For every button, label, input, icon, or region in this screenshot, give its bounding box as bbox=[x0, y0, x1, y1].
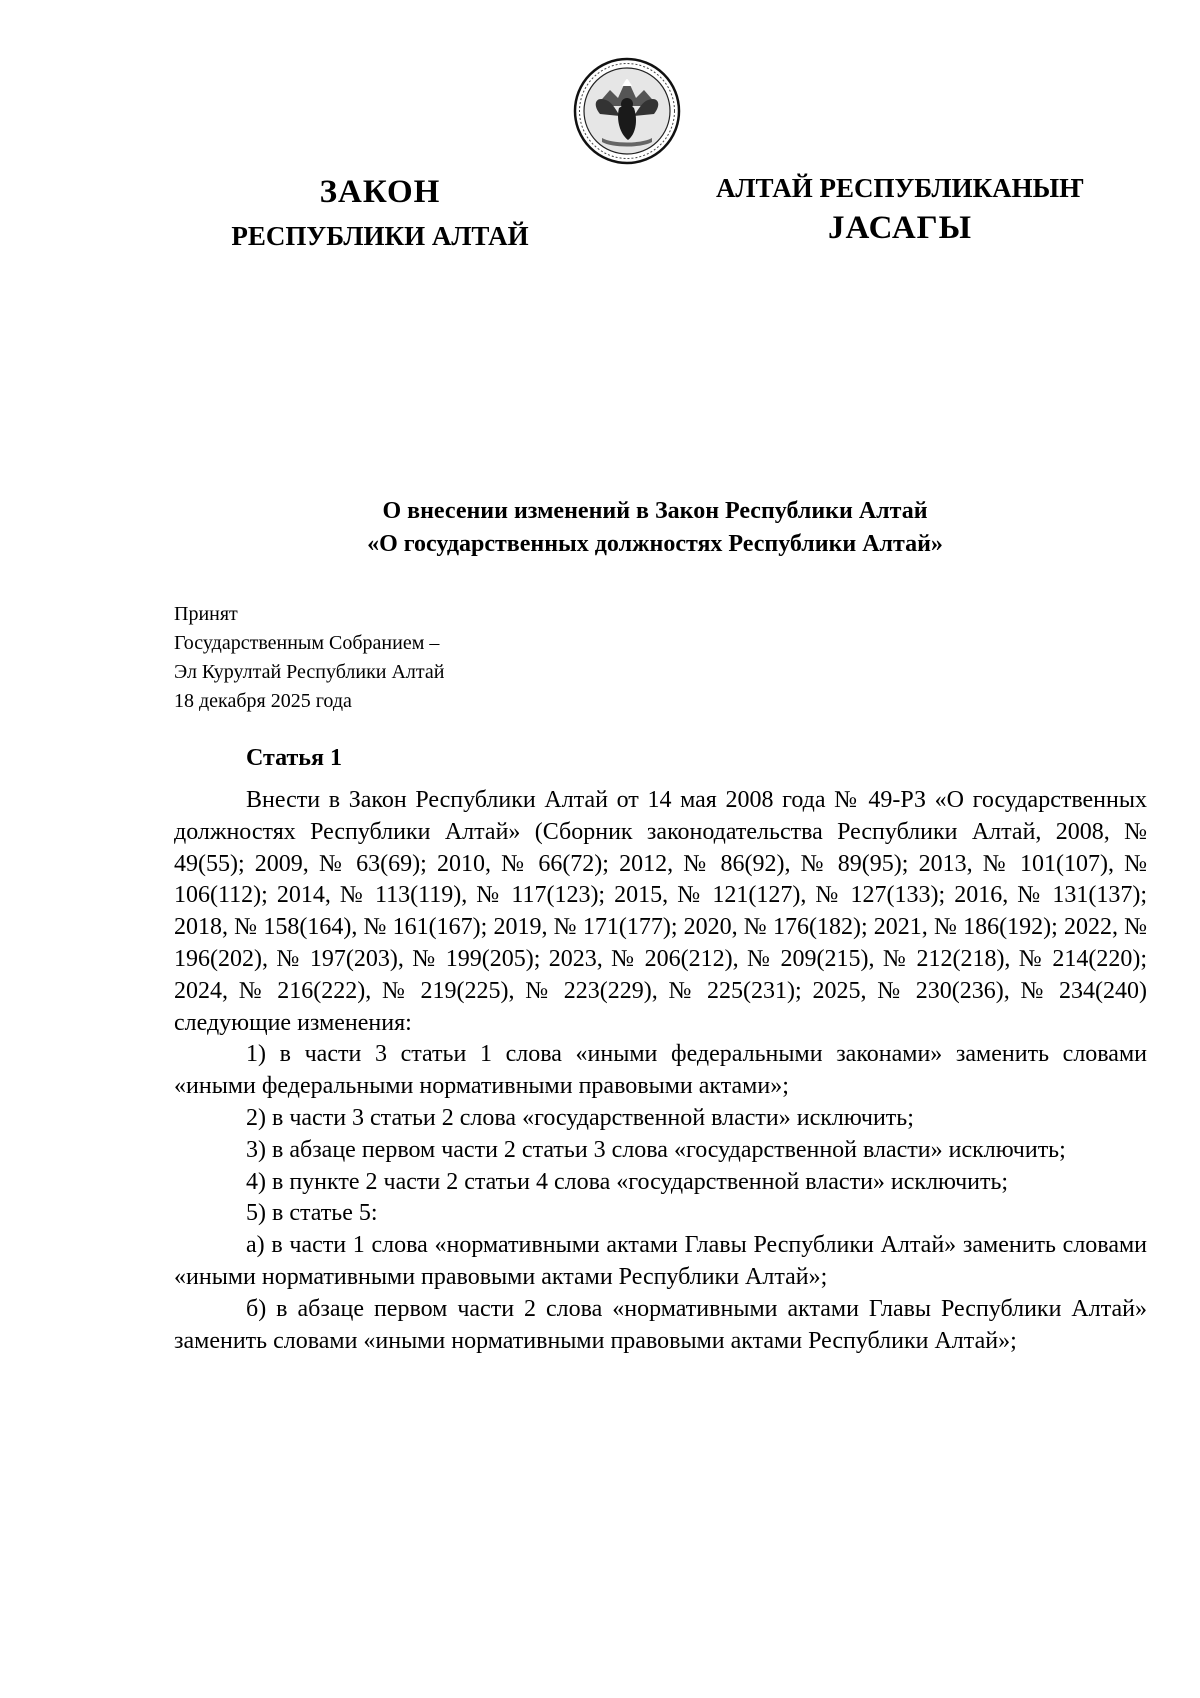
law-title-ru: ЗАКОН bbox=[319, 174, 441, 210]
article-paragraph: 2) в части 3 статьи 2 слова «государственной власти» исключить; bbox=[246, 1104, 914, 1131]
adoption-date: 18 декабря 2025 года bbox=[174, 690, 352, 712]
document-title-line: «О государственных должностях Республики Алтай» bbox=[367, 531, 943, 557]
adoption-block bbox=[174, 600, 444, 716]
article-heading: Статья 1 bbox=[246, 745, 342, 771]
adoption-line: Государственным Собранием – bbox=[174, 632, 440, 654]
article-paragraph: б) в абзаце первом части 2 слова «нормативными актами Главы Республики Алтай» заменить словами «иными нормативными правовыми актами Республики Алтай»; bbox=[174, 1295, 1147, 1354]
republic-name-ru: РЕСПУБЛИКИ АЛТАЙ bbox=[231, 221, 529, 251]
document-title bbox=[170, 495, 1140, 561]
article-paragraph: 3) в абзаце первом части 2 статьи 3 слова «государственной власти» исключить; bbox=[246, 1136, 1066, 1163]
document-title-line: О внесении изменений в Закон Республики Алтай bbox=[382, 498, 928, 524]
republic-name-altai: АЛТАЙ РЕСПУБЛИКАНЫҤ bbox=[715, 173, 1085, 203]
article-paragraph: 5) в статье 5: bbox=[246, 1200, 378, 1227]
header-law-altai bbox=[690, 170, 1110, 250]
article-body bbox=[174, 785, 1147, 1357]
header-law-ru bbox=[190, 170, 570, 258]
adoption-line: Принят bbox=[174, 603, 238, 625]
law-title-altai: JАСАГЫ bbox=[827, 210, 973, 246]
article-paragraph: Внести в Закон Республики Алтай от 14 мая 2008 года № 49-РЗ «О государственных должностях Республики Алтай» (Сборник законодательства Республики Алтай, 2008, № 49(55); 2009, № 63(69); 2010, № 66(72); 2012, № 86(92), № 89(95); 2013, № 101(107), № 106(112); 2014, № 113(119), № 117(123); 2015, № 121(127), № 127(133); 2016, № 131(137); 2018, № 158(164), № 161(167); 2019, № 171(177); 2020, № 176(182); 2021, № 186(192); 2022, № 196(202), № 197(203), № 199(205); 2023, № 206(212), № 209(215), № 212(218), № 214(220); 2024, № 216(222), № 219(225), № 223(229), № 225(231); 2025, № 230(236), № 234(240) следующие изменения: bbox=[174, 787, 1147, 1036]
coat-of-arms-icon bbox=[572, 56, 682, 166]
adoption-line: Эл Курултай Республики Алтай bbox=[174, 661, 445, 683]
article-paragraph: 1) в части 3 статьи 1 слова «иными федеральными законами» заменить словами «иными федеральными нормативными правовыми актами»; bbox=[174, 1041, 1147, 1100]
article-paragraph: 4) в пункте 2 части 2 статьи 4 слова «государственной власти» исключить; bbox=[246, 1168, 1009, 1195]
article-paragraph: а) в части 1 слова «нормативными актами Главы Республики Алтай» заменить словами «иными нормативными правовыми актами Республики Алтай»; bbox=[174, 1232, 1147, 1290]
